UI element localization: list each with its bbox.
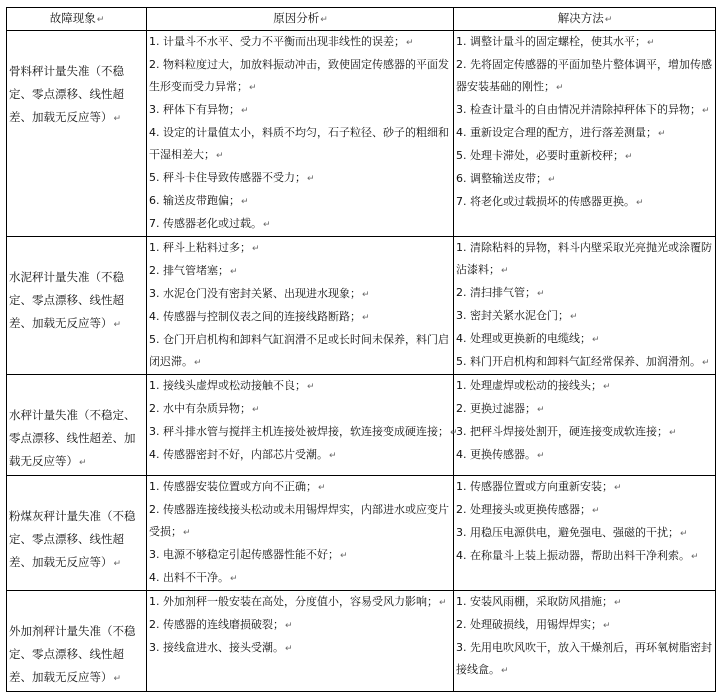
fault-text: 水秤计量失准（不稳定、零点漂移、线性超差、加载无反应等） [9,408,136,468]
solution-cell [454,375,716,476]
solution-item: 3. 检查计量斗的自由情况并清除掉秤体下的异物；↵ [456,103,710,116]
solution-item: 2. 处理接头或更换传感器；↵ [456,503,600,516]
fault-text: 外加剂秤计量失准（不稳定、零点漂移、线性超差、加载无反应等） [9,624,136,684]
solution-item: 3. 密封关紧水泥仓门；↵ [456,309,578,322]
table-row [7,591,716,692]
solution-item: 2. 先将固定传感器的平面加垫片整体调平，增加传感器安装基础的刚性；↵ [456,58,712,93]
solution-item: 4. 更换传感器。↵ [456,448,545,461]
solution-item: 1. 处理虚焊或松动的接线头；↵ [456,379,611,392]
fault-text: 水泥秤计量失准（不稳定、零点漂移、线性超差、加载无反应等） [9,270,124,330]
cause-item: 2. 传感器连接线接头松动或未用锡焊焊实，内部进水或应变片受损；↵ [149,503,449,538]
cause-item: 1. 传感器安装位置或方向不正确；↵ [149,480,326,493]
solution-item: 6. 调整输送皮带；↵ [456,172,556,185]
cause-item: 1. 外加剂秤一般安装在高处，分度值小，容易受风力影响；↵ [149,595,447,608]
solution-item: 1. 调整计量斗的固定螺栓，使其水平；↵ [456,35,655,48]
cause-item: 4. 设定的计量值太小，料质不均匀，石子粒径、砂子的粗细和干湿相差大；↵ [149,126,449,161]
solution-item: 2. 更换过滤器；↵ [456,402,545,415]
cause-cell [147,237,454,375]
solution-cell [454,591,716,692]
fault-cell: 外加剂秤计量失准（不稳定、零点漂移、线性超差、加载无反应等）↵ [7,591,147,692]
cause-item: 2. 水中有杂质异物；↵ [149,402,260,415]
cause-cell [147,31,454,237]
fault-text: 骨料秤计量失准（不稳定、零点漂移、线性超差、加载无反应等） [9,64,124,124]
solution-item: 1. 安装风雨棚，采取防风措施；↵ [456,595,622,608]
solution-cell [454,237,716,375]
header-fault: 故障现象↵ [7,8,147,31]
solution-item: 5. 处理卡滞处，必要时重新校秤；↵ [456,149,633,162]
fault-text: 粉煤灰秤计量失准（不稳定、零点漂移、线性超差、加载无反应等） [9,509,136,569]
cause-cell [147,375,458,476]
solution-item: 4. 处理或更换新的电缆线；↵ [456,332,600,345]
cause-item: 1. 计量斗不水平、受力不平衡而出现非线性的误差；↵ [149,35,414,48]
solution-item: 3. 先用电吹风吹干，放入干燥剂后，再环氧树脂密封接线盒。↵ [456,641,712,676]
cause-item: 5. 仓门开启机构和卸料气缸润滑不足或长时间未保养，料门启闭迟滞。↵ [149,333,449,368]
solution-item: 4. 重新设定合理的配方，进行落差测量；↵ [456,126,666,139]
cause-item: 2. 物料粒度过大，加放料振动冲击，致使固定传感器的平面发生形变而受力异常；↵ [149,58,449,93]
solution-cell [454,31,716,237]
solution-item: 2. 处理破损线，用锡焊焊实；↵ [456,618,611,631]
cause-item: 2. 排气管堵塞；↵ [149,264,238,277]
solution-item: 3. 把秤斗焊接处割开，硬连接变成软连接；↵ [456,425,677,438]
fault-cell: 骨料秤计量失准（不稳定、零点漂移、线性超差、加载无反应等）↵ [7,31,147,237]
cause-item: 4. 传感器与控制仪表之间的连接线路断路；↵ [149,310,370,323]
solution-item: 5. 料门开启机构和卸料气缸经常保养、加润滑剂。↵ [456,355,710,368]
fault-table [6,7,716,692]
header-row [7,8,716,31]
table-row [7,476,716,591]
cause-item: 3. 秤体下有异物；↵ [149,103,249,116]
cause-item: 1. 秤斗上粘料过多；↵ [149,241,260,254]
table-row [7,31,716,237]
solution-item: 1. 传感器位置或方向重新安装；↵ [456,480,622,493]
cause-item: 4. 出料不干净。↵ [149,571,238,584]
table-row [7,237,716,375]
solution-item: 1. 清除粘料的异物，料斗内壁采取光亮抛光或涂覆防沾漆料；↵ [456,241,712,276]
cause-item: 5. 秤斗卡住导致传感器不受力；↵ [149,171,315,184]
cause-item: 3. 水泥仓门没有密封关紧、出现进水现象；↵ [149,287,370,300]
solution-item: 2. 清扫排气管；↵ [456,286,545,299]
table-row [7,375,716,476]
cause-item: 1. 接线头虚焊或松动接触不良；↵ [149,379,315,392]
fault-cell: 粉煤灰秤计量失准（不稳定、零点漂移、线性超差、加载无反应等）↵ [7,476,147,591]
cause-item: 2. 传感器的连线磨损破裂；↵ [149,618,293,631]
fault-cell: 水泥秤计量失准（不稳定、零点漂移、线性超差、加载无反应等）↵ [7,237,147,375]
cause-item: 4. 传感器密封不好，内部芯片受潮。↵ [149,448,337,461]
solution-item: 4. 在称量斗上装上振动器，帮助出料干净利索。↵ [456,549,699,562]
fault-cell: 水秤计量失准（不稳定、零点漂移、线性超差、加载无反应等）↵ [7,375,147,476]
solution-item: 7. 将老化或过载损坏的传感器更换。↵ [456,195,644,208]
cause-item: 3. 秤斗排水管与搅拌主机连接处被焊接，软连接变成硬连接；↵ [149,425,458,438]
header-solution: 解决方法↵ [454,8,716,31]
cause-item: 3. 电源不够稳定引起传感器性能不好；↵ [149,548,348,561]
solution-item: 3. 用稳压电源供电，避免强电、强磁的干扰；↵ [456,526,688,539]
cause-item: 3. 接线盒进水、接头受潮。↵ [149,641,293,654]
cause-item: 7. 传感器老化或过载。↵ [149,217,271,230]
solution-cell [454,476,716,591]
cause-cell [147,591,454,692]
cause-cell [147,476,454,591]
cause-item: 6. 输送皮带跑偏；↵ [149,194,249,207]
header-cause: 原因分析↵ [147,8,454,31]
